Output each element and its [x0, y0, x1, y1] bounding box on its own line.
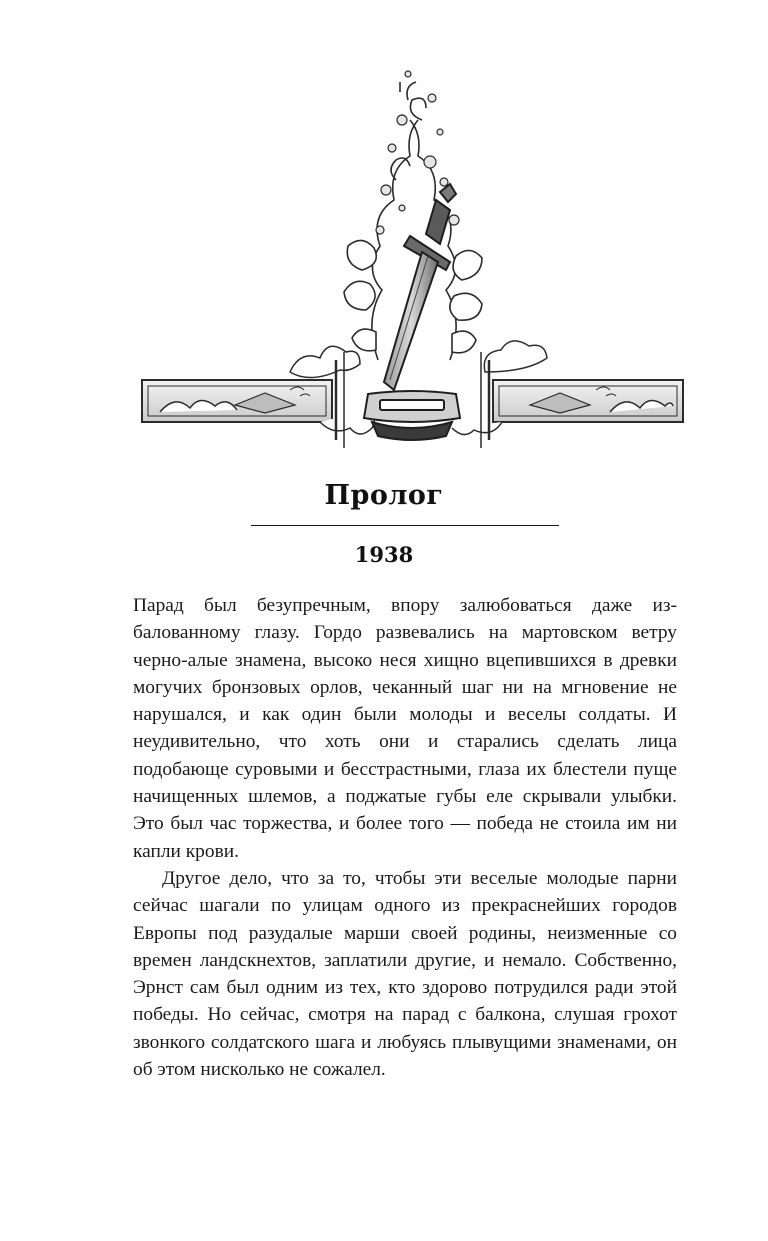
right-band [452, 341, 683, 448]
chapter-title: Пролог [324, 480, 444, 511]
title-divider [251, 525, 559, 526]
sword [384, 184, 456, 390]
pedestal [364, 391, 460, 440]
paragraph: Другое дело, что за то, чтобы эти веселые молодые парни сейчас шагали по улицам одного из прекраснейших городов Европы под разудалые марши своей родины, неизменные со времен ландскнехтов, заплатили другие, и немало. Собственно, Эрнст сам был одним из тех, кто здорово потрудился ради этой победы. Но сейчас, смотря на парад с балкона, слушая грохот звонкого солдатского шага и любуясь плывущими знаменами, он об этом нисколько не сожалел. [133, 867, 677, 1081]
chapter-year: 1938 [354, 542, 414, 567]
body-text [133, 592, 677, 1083]
left-band [142, 346, 374, 448]
sword-ornament-icon [140, 60, 685, 455]
paragraph: Парад был безупречным, впору залюбоваться даже избалованному глазу. Гордо развевались на мартовском ветру черно-алые знамена, высоко неся хищно вцепившихся в древки могучих бронзовых орлов, чеканный шаг ни на мгновение не нарушался, и как один были молоды и веселы солдаты. И неудивительно, что хоть они и старались сделать лица подобающе суровыми и бесстрастными, глаза их блестели пуще начищенных шлемов, а поджатые губы еле скрывали улыбки. Это был час торжества, и более того — победа не стоила им ни капли крови. [133, 595, 677, 862]
